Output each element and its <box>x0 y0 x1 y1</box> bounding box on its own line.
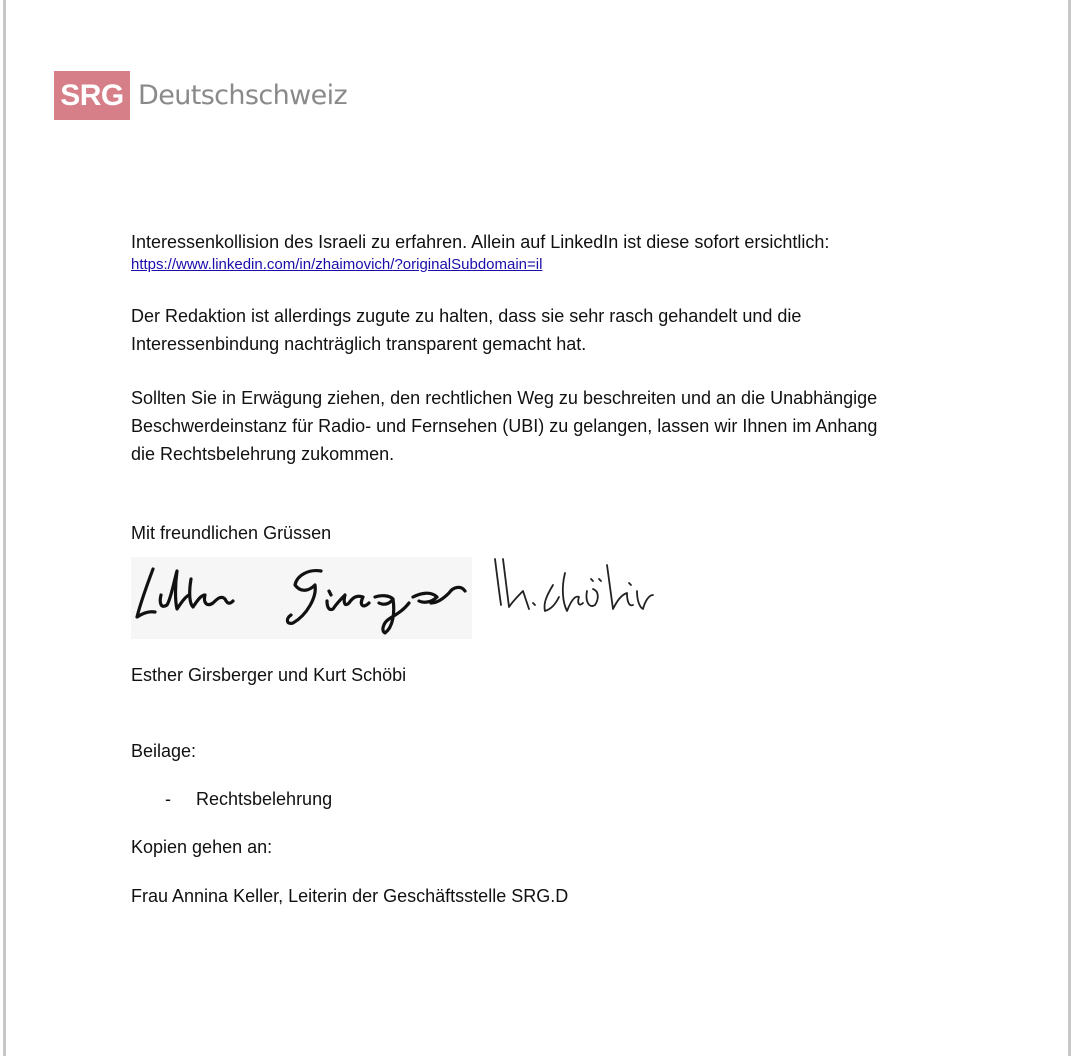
paragraph-3-line-3: die Rechtsbelehrung zukommen. <box>131 444 395 464</box>
paragraph-1-line: Interessenkollision des Israeli zu erfahren. Allein auf LinkedIn ist diese sofort ersichtlich: <box>131 232 830 252</box>
signature-esther-girsberger <box>137 569 465 633</box>
handwritten-signatures <box>131 545 671 645</box>
enclosure-bullet: - <box>165 789 171 809</box>
paragraph-2-line-1: Der Redaktion ist allerdings zugute zu halten, dass sie sehr rasch gehandelt und die <box>131 306 802 326</box>
enclosure-item: Rechtsbelehrung <box>196 789 333 809</box>
copies-recipient: Frau Annina Keller, Leiterin der Geschäftsstelle SRG.D <box>131 886 569 906</box>
closing-greeting: Mit freundlichen Grüssen <box>131 523 332 543</box>
paragraph-2-line-2: Interessenbindung nachträglich transparent gemacht hat. <box>131 334 587 354</box>
logo-brand-box: SRG <box>54 71 130 120</box>
copies-label: Kopien gehen an: <box>131 837 273 857</box>
paragraph-3-line-1: Sollten Sie in Erwägung ziehen, den rechtlichen Weg zu beschreiten und an die Unabhängige <box>131 388 878 408</box>
logo-region-text: Deutschschweiz <box>138 80 348 111</box>
srg-logo <box>54 71 347 120</box>
paragraph-3-line-2: Beschwerdeinstanz für Radio- und Fernsehen (UBI) zu gelangen, lassen wir Ihnen im Anhang <box>131 416 878 436</box>
linkedin-link[interactable]: https://www.linkedin.com/in/zhaimovich/?originalSubdomain=il <box>131 256 543 273</box>
enclosure-label: Beilage: <box>131 741 197 761</box>
signature-area <box>131 545 671 645</box>
signature-kurt-schoebi <box>495 559 653 611</box>
signatories-names: Esther Girsberger und Kurt Schöbi <box>131 665 407 685</box>
